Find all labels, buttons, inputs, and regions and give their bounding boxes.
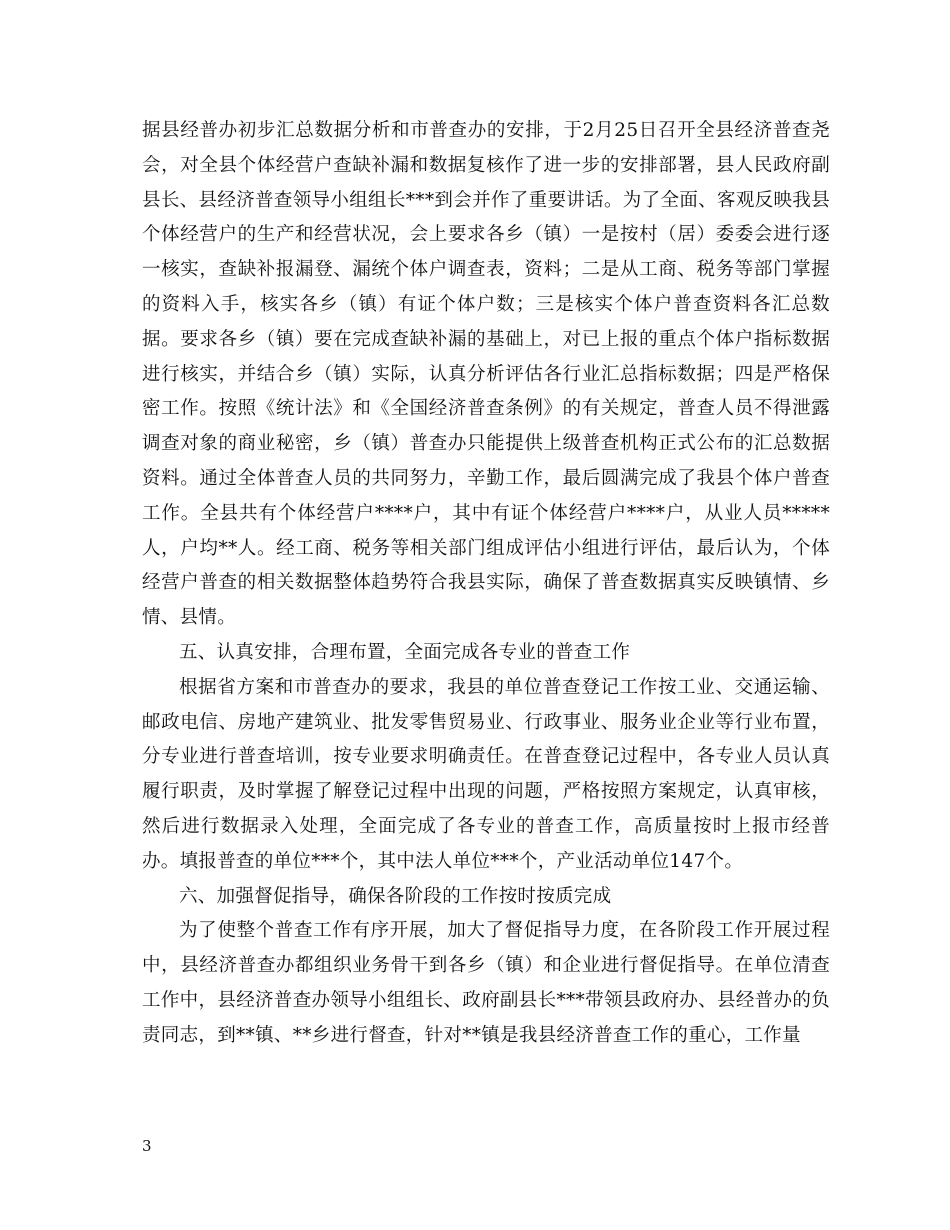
paragraph-professional-census: 根据省方案和市普查办的要求，我县的单位普查登记工作按工业、交通运输、邮政电信、房地产建筑业、批发零售贸易业、行政事业、服务业企业等行业布置，分专业进行普查培训，按专业要求明确责任。在普查登记过程中，各专业人员认真履行职责，及时掌握了解登记过程中出现的问题，严格按照方案规定，认真审核，然后进行数据录入处理，全面完成了各专业的普查工作，高质量按时上报市经普办。填报普查的单位***个，其中法人单位***个，产业活动单位147个。 (142, 676, 830, 872)
body-text (142, 114, 830, 1054)
paragraph-individual-household-census: 据县经普办初步汇总数据分析和市普查办的安排，于2月25日召开全县经济普查尧会，对全县个体经营户查缺补漏和数据复核作了进一步的安排部署，县人民政府副县长、县经济普查领导小组组长***到会并作了重要讲话。为了全面、客观反映我县个体经营户的生产和经营状况，会上要求各乡（镇）一是按村（居）委委会进行逐一核实，查缺补报漏登、漏统个体户调查表，资料；二是从工商、税务等部门掌握的资料入手，核实各乡（镇）有证个体户数；三是核实个体户普查资料各汇总数据。要求各乡（镇）要在完成查缺补漏的基础上，对已上报的重点个体户指标数据进行核实，并结合乡（镇）实际，认真分析评估各行业汇总指标数据；四是严格保密工作。按照《统计法》和《全国经济普查条例》的有关规定，普查人员不得泄露调查对象的商业秘密，乡（镇）普查办只能提供上级普查机构正式公布的汇总数据资料。通过全体普查人员的共同努力，辛勤工作，最后圆满完成了我县个体户普查工作。全县共有个体经营户****户，其中有证个体经营户****户，从业人员*****人，户均**人。经工商、税务等相关部门组成评估小组进行评估，最后认为，个体经营户普查的相关数据整体趋势符合我县实际，确保了普查数据真实反映镇情、乡情、县情。 (142, 120, 830, 629)
section-heading-five: 五、认真安排，合理布置，全面完成各专业的普查工作 (179, 641, 631, 663)
section-heading-six: 六、加强督促指导，确保各阶段的工作按时按质完成 (179, 885, 612, 907)
paragraph-supervision-guidance: 为了使整个普查工作有序开展，加大了督促指导力度，在各阶段工作开展过程中，县经济普查办都组织业务骨干到各乡（镇）和企业进行督促指导。在单位清查工作中，县经济普查办领导小组组长、政府副县长***带领县政府办、县经普办的负责同志，到**镇、**乡进行督查，针对**镇是我县经济普查工作的重心，工作量 (142, 920, 830, 1046)
page-number: 3 (142, 1137, 152, 1155)
